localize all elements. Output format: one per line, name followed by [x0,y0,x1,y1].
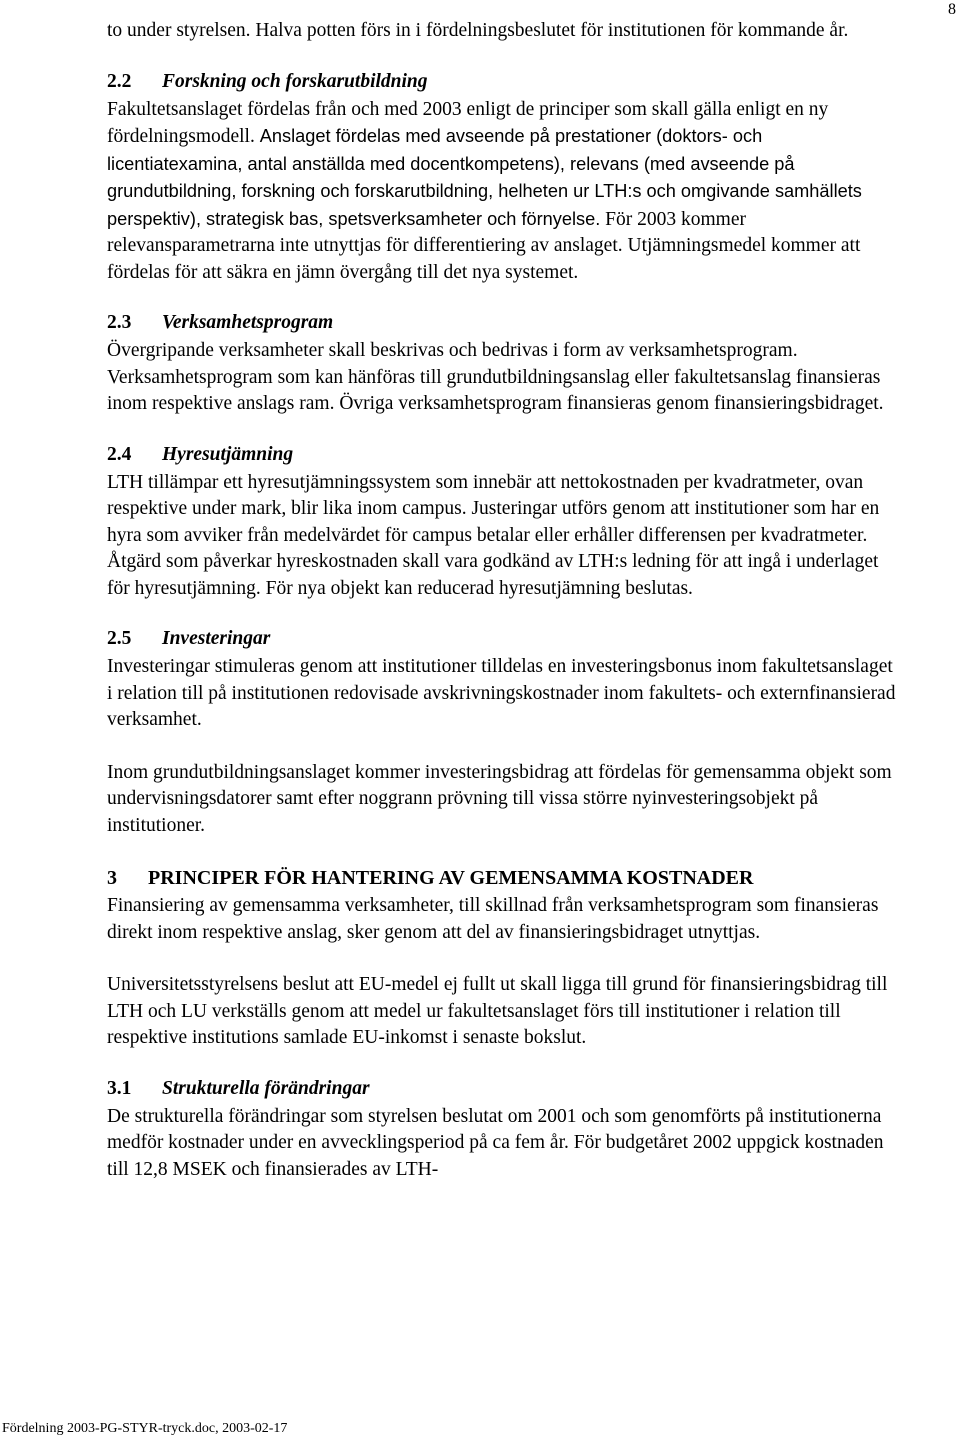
section-title: Investeringar [162,628,271,649]
section-2-4-paragraph: LTH tillämpar ett hyresutjämningssystem som innebär att nettokostnaden per kvadratmeter, ovan respektive under mark, blir lika inom campus. Justeringar utförs genom att institutioner som har en hyra som avviker från medelvärdet för campus betalar eller erhåller differensen per kvadratmeter. Åtgärd som påverkar hyreskostnaden skall vara godkänd av LTH:s ledning för att ingå i underlaget för hyresutjämning. För nya objekt kan reducerad hyresutjämning beslutas. [107,471,880,599]
section-heading-3-1 [107,1076,902,1102]
section-2-5-paragraph-1: Investeringar stimuleras genom att institutioner tilldelas en investeringsbonus inom fakultetsanslaget i relation till på institutionen redovisade avskrivningskostnader inom fakultets- och externfinansierad verksamhet. [107,656,896,730]
section-2-5-paragraph-2: Inom grundutbildningsanslaget kommer investeringsbidrag att fördelas för gemensamma objekt som undervisningsdatorer samt efter noggrann prövning till vissa större nyinvesteringsobjekt på institutioner. [107,761,892,836]
section-number: 2.3 [107,312,132,333]
paragraph-rest: För 2003 kommer relevansparametrarna inte utnyttjas för differentiering av anslaget. Utjämningsmedel kommer att fördelas för att säkra en jämn övergång till det nya systemet. [107,208,861,283]
section-title: PRINCIPER FÖR HANTERING AV GEMENSAMMA KOSTNADER [148,867,754,889]
section-number: 3.1 [107,1077,132,1099]
page-number: 8 [948,1,956,18]
section-title: Strukturella förändringar [162,1077,370,1099]
section-title: Hyresutjämning [162,443,294,465]
section-heading-2-5 [107,626,902,652]
section-3-paragraph-2: Universitetsstyrelsens beslut att EU-medel ej fullt ut skall ligga till grund för finansieringsbidrag till LTH och LU verkställs genom att medel ur fakultetsanslaget förs till institutioner i relation till respektive institutions samlade EU-inkomst i senaste bokslut. [107,974,888,1048]
section-3-1-paragraph: De strukturella förändringar som styrelsen beslutat om 2001 och som genomförts på institutionerna medför kostnader under en avvecklingsperiod på ca fem år. För budgetåret 2002 uppgick kostnaden till 12,8 MSEK och finansierades av LTH- [107,1105,884,1180]
section-2-3-paragraph: Övergripande verksamheter skall beskrivas och bedrivas i form av verksamhetsprogram. Verksamhetsprogram som kan hänföras till grundutbildningsanslag eller fakultetsanslag finansieras inom respektive anslags ram. Övriga verksamhetsprogram finansieras genom finansieringsbidraget. [107,340,884,414]
section-number: 2.4 [107,443,132,465]
paragraph-sans-text: Anslaget fördelas med avseende på prestationer (doktors- och licentiatexamina, antal anställda med docentkompetens), relevans (med avseende på grundutbildning, forskning och forskarutbildning, helheten ur LTH:s och omgivande samhällets perspektiv), strategisk bas, spetsverksamheter och förnyelse. [107,126,862,229]
section-3-paragraph-1: Finansiering av gemensamma verksamheter, till skillnad från verksamhetsprogram som finansieras direkt inom respektive anslag, sker genom att del av finansieringsbidraget utnyttjas. [107,895,879,943]
document-footer: Fördelning 2003-PG-STYR-tryck.doc, 2003-02-17 [2,1421,288,1436]
section-number: 2.2 [107,70,132,92]
section-heading-2-4 [107,442,902,468]
section-title: Verksamhetsprogram [162,312,334,333]
intro-paragraph: to under styrelsen. Halva potten förs in i fördelningsbeslutet för institutionen för kommande år. [107,20,849,41]
paragraph-lead: Fakultetsanslaget fördelas från och med 2003 enligt de principer som skall gälla enligt en ny fördelningsmodell. [107,98,829,147]
section-2-2-paragraph [107,97,902,287]
document-body [107,18,902,1183]
section-number: 3 [107,867,117,889]
section-number: 2.5 [107,628,132,649]
section-heading-2-2 [107,69,902,95]
section-heading-3 [107,865,902,891]
section-title: Forskning och forskarutbildning [162,70,428,92]
section-heading-2-3 [107,310,902,336]
